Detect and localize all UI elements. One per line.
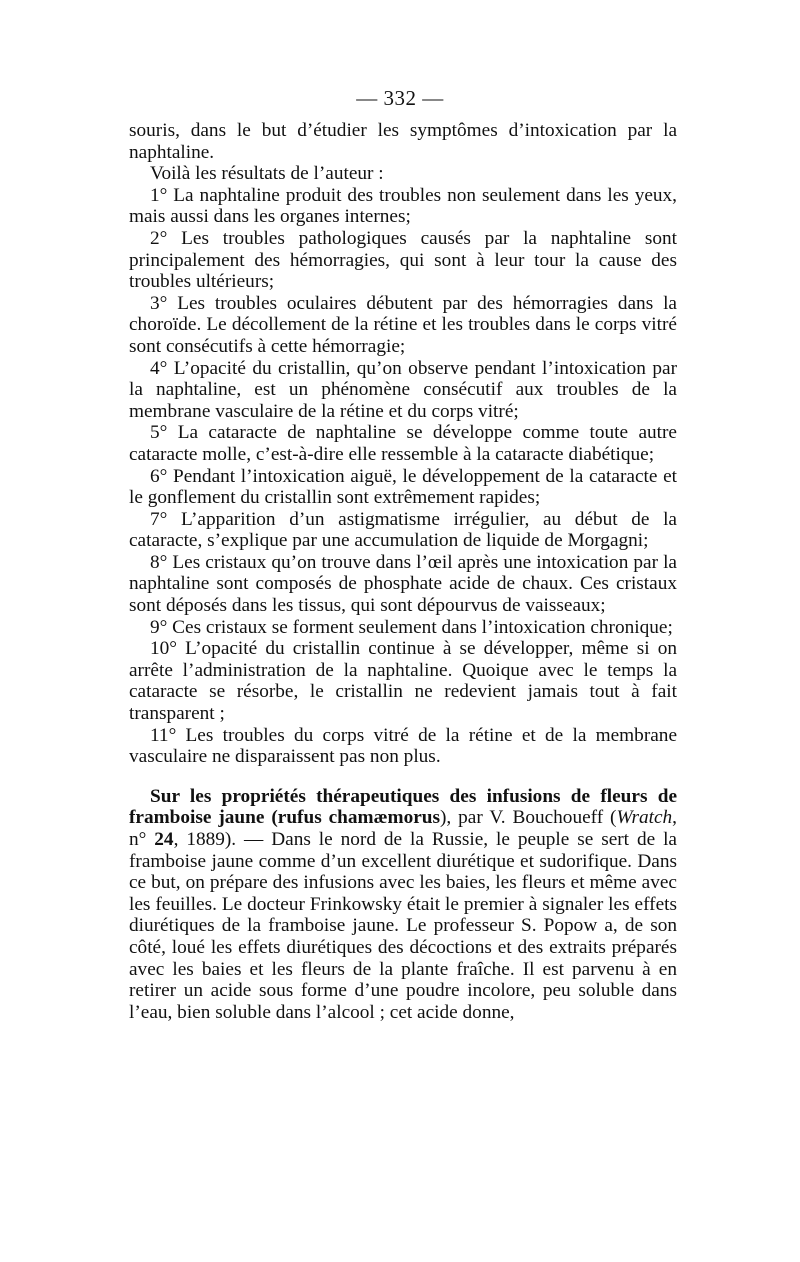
section-article xyxy=(129,786,677,1024)
ref-separator: , xyxy=(173,829,187,850)
paragraph-intro: souris, dans le but d’étudier les symptômes d’intoxication par la naphtaline. xyxy=(129,120,677,163)
section-author: ), par V. Bouchoueff ( xyxy=(440,807,617,829)
journal-name: Wratch xyxy=(616,807,673,829)
page-body xyxy=(129,120,677,1023)
result-item-4: 4° L’opacité du cristallin, qu’on observe pendant l’intoxication par la naphtaline, est un phénomène consécutif aux troubles de la membrane vasculaire de la rétine et du corps vitré; xyxy=(129,357,677,422)
result-item-2: 2° Les troubles pathologiques causés par la naphtaline sont principalement des hémorragies, qui sont à leur tour la cause des troubles ultérieurs; xyxy=(129,227,677,293)
result-item-10: 10° L’opacité du cristallin continue à se développer, même si on arrête l’administration de la naphtaline. Quoique avec le temps la cataracte se résorbe, le cristallin ne redevient jamais tout à fait transparent ; xyxy=(129,638,677,725)
result-item-1: 1° La naphtaline produit des troubles non seulement dans les yeux, mais aussi dans les organes internes; xyxy=(129,184,677,228)
page-number: — 332 — xyxy=(356,86,444,110)
ref-year: 1889 xyxy=(186,829,225,850)
result-item-5: 5° La cataracte de naphtaline se développe comme toute autre cataracte molle, c’est-à-dire elle ressemble à la cataracte diabétique; xyxy=(129,422,677,465)
result-item-9: 9° Ces cristaux se forment seulement dans l’intoxication chronique; xyxy=(150,616,673,638)
ref-close: ). — xyxy=(224,829,272,850)
ref-number-prefix: , n° xyxy=(129,807,677,850)
result-item-8: 8° Les cristaux qu’on trouve dans l’œil après une intoxication par la naphtaline sont composés de phosphate acide de chaux. Ces cristaux sont déposés dans les tissus, qui sont dépourvus de vaisseaux; xyxy=(129,551,677,617)
result-item-3: 3° Les troubles oculaires débutent par des hémorragies dans la choroïde. Le décollement de la rétine et les troubles dans le corps vitré sont consécutifs à cette hémorragie; xyxy=(129,292,677,357)
ref-number: 24 xyxy=(154,829,174,850)
result-item-6: 6° Pendant l’intoxication aiguë, le développement de la cataracte et le gonflement du cristallin sont extrêmement rapides; xyxy=(129,465,677,509)
paragraph-results-heading: Voilà les résultats de l’auteur : xyxy=(150,163,384,185)
result-item-11: 11° Les troubles du corps vitré de la rétine et de la membrane vasculaire ne disparaissent pas non plus. xyxy=(129,724,677,768)
section-title-latin: rufus chamæmorus xyxy=(277,807,440,829)
section-title: Sur les propriétés thérapeutiques des infusions de fleurs de framboise jaune ( xyxy=(129,785,677,829)
result-item-7: 7° L’apparition d’un astigmatisme irrégulier, au début de la cataracte, s’explique par une accumulation de liquide de Morgagni; xyxy=(129,508,677,552)
section-spacer xyxy=(129,768,677,786)
section-text: Dans le nord de la Russie, le peuple se sert de la framboise jaune comme d’un excellent diurétique et sudorifique. Dans ce but, on prépare des infusions avec les baies, les fleurs et même avec les feuilles. Le docteur Frinkowsky était le premier à signaler les effets diurétiques de la framboise jaune. Le professeur S. Popow a, de son côté, loué les effets diurétiques des décoctions et des extraits préparés avec les baies et les fleurs de la plante fraîche. Il est parvenu à en retirer un acide sous forme d’une poudre incolore, peu soluble dans l’eau, bien soluble dans l’alcool ; cet acide donne, xyxy=(129,829,677,1023)
